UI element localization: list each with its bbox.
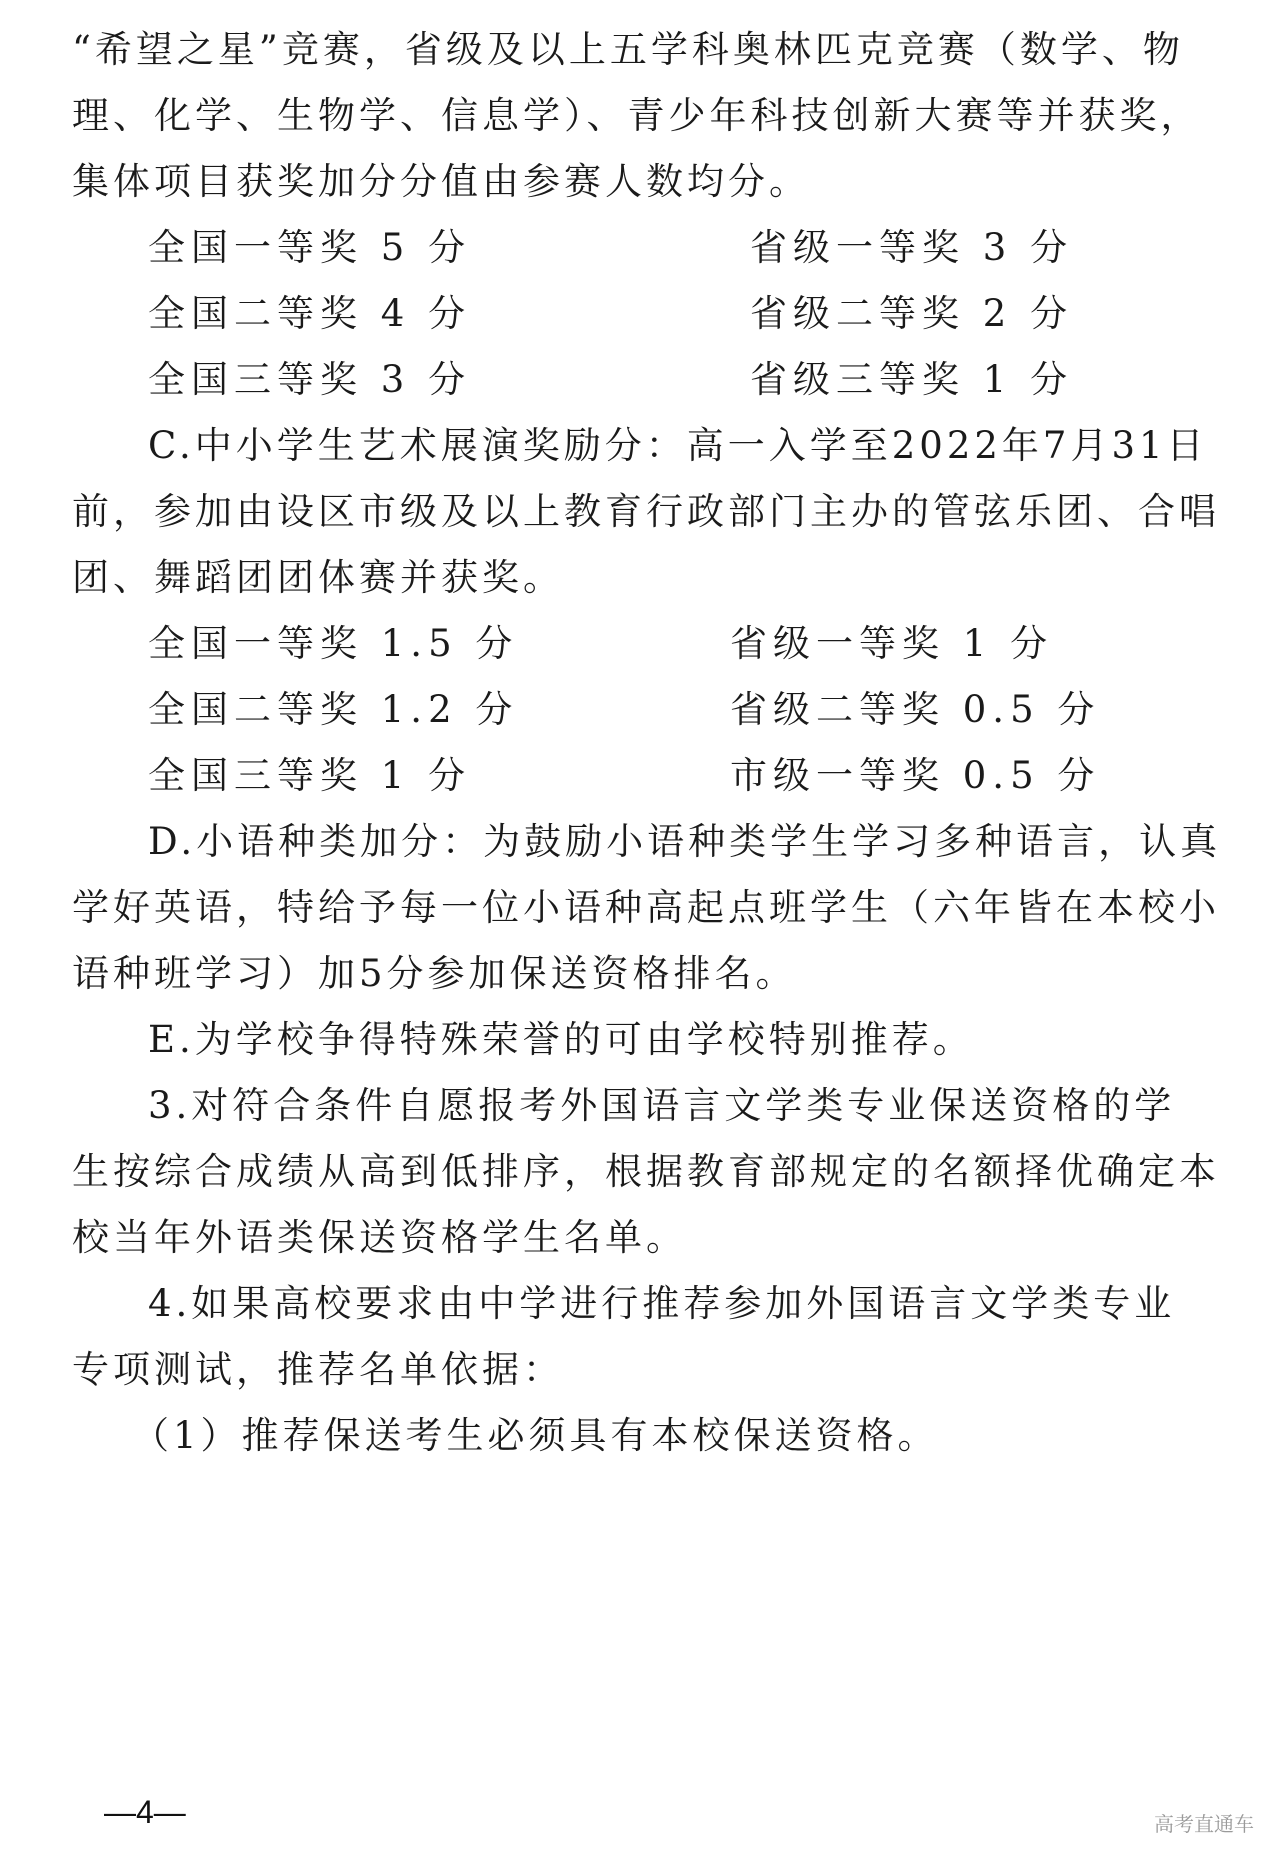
paragraph-line: “希望之星”竞赛，省级及以上五学科奥林匹克竞赛（数学、物 xyxy=(72,28,1184,71)
award-row xyxy=(148,222,1148,274)
paragraph-line: （1）推荐保送考生必须具有本校保送资格。 xyxy=(132,1414,939,1457)
award-row xyxy=(148,750,1148,802)
paragraph-line: E.为学校争得特殊荣誉的可由学校特别推荐。 xyxy=(148,1018,974,1061)
award-provincial: 省级一等奖 3 分 xyxy=(750,226,1074,269)
paragraph-line: 生按综合成绩从高到低排序，根据教育部规定的名额择优确定本 xyxy=(72,1150,1220,1193)
award-row xyxy=(148,618,1148,670)
award-national: 全国三等奖 1 分 xyxy=(148,754,472,797)
award-city: 市级一等奖 0.5 分 xyxy=(730,754,1101,797)
award-row xyxy=(148,684,1148,736)
award-provincial: 省级二等奖 2 分 xyxy=(750,292,1074,335)
paragraph-line: 集体项目获奖加分分值由参赛人数均分。 xyxy=(72,160,810,203)
award-national: 全国一等奖 1.5 分 xyxy=(148,622,519,665)
paragraph-line: 学好英语，特给予每一位小语种高起点班学生（六年皆在本校小 xyxy=(72,886,1220,929)
award-row xyxy=(148,288,1148,340)
paragraph-line: 3.对符合条件自愿报考外国语言文学类专业保送资格的学 xyxy=(148,1084,1176,1127)
award-provincial: 省级二等奖 0.5 分 xyxy=(730,688,1101,731)
paragraph-line: 语种班学习）加5分参加保送资格排名。 xyxy=(72,952,797,995)
paragraph-line: 理、化学、生物学、信息学）、青少年科技创新大赛等并获奖， xyxy=(72,94,1202,137)
paragraph-line: 4.如果高校要求由中学进行推荐参加外国语言文学类专业 xyxy=(148,1282,1176,1325)
paragraph-line: D.小语种类加分：为鼓励小语种类学生学习多种语言，认真 xyxy=(148,820,1222,863)
award-national: 全国一等奖 5 分 xyxy=(148,226,472,269)
award-national: 全国二等奖 1.2 分 xyxy=(148,688,519,731)
paragraph-line: 前，参加由设区市级及以上教育行政部门主办的管弦乐团、合唱 xyxy=(72,490,1220,533)
paragraph-line: 专项测试，推荐名单依据： xyxy=(72,1348,564,1391)
paragraph-line: C.中小学生艺术展演奖励分：高一入学至2022年7月31日 xyxy=(148,424,1208,467)
award-national: 全国二等奖 4 分 xyxy=(148,292,472,335)
watermark-text: 高考直通车 xyxy=(1154,1812,1254,1836)
page-number: —4— xyxy=(104,1794,186,1830)
award-provincial: 省级一等奖 1 分 xyxy=(730,622,1054,665)
award-provincial: 省级三等奖 1 分 xyxy=(750,358,1074,401)
paragraph-line: 校当年外语类保送资格学生名单。 xyxy=(72,1216,687,1259)
award-national: 全国三等奖 3 分 xyxy=(148,358,472,401)
award-row xyxy=(148,354,1148,406)
paragraph-line: 团、舞蹈团团体赛并获奖。 xyxy=(72,556,564,599)
